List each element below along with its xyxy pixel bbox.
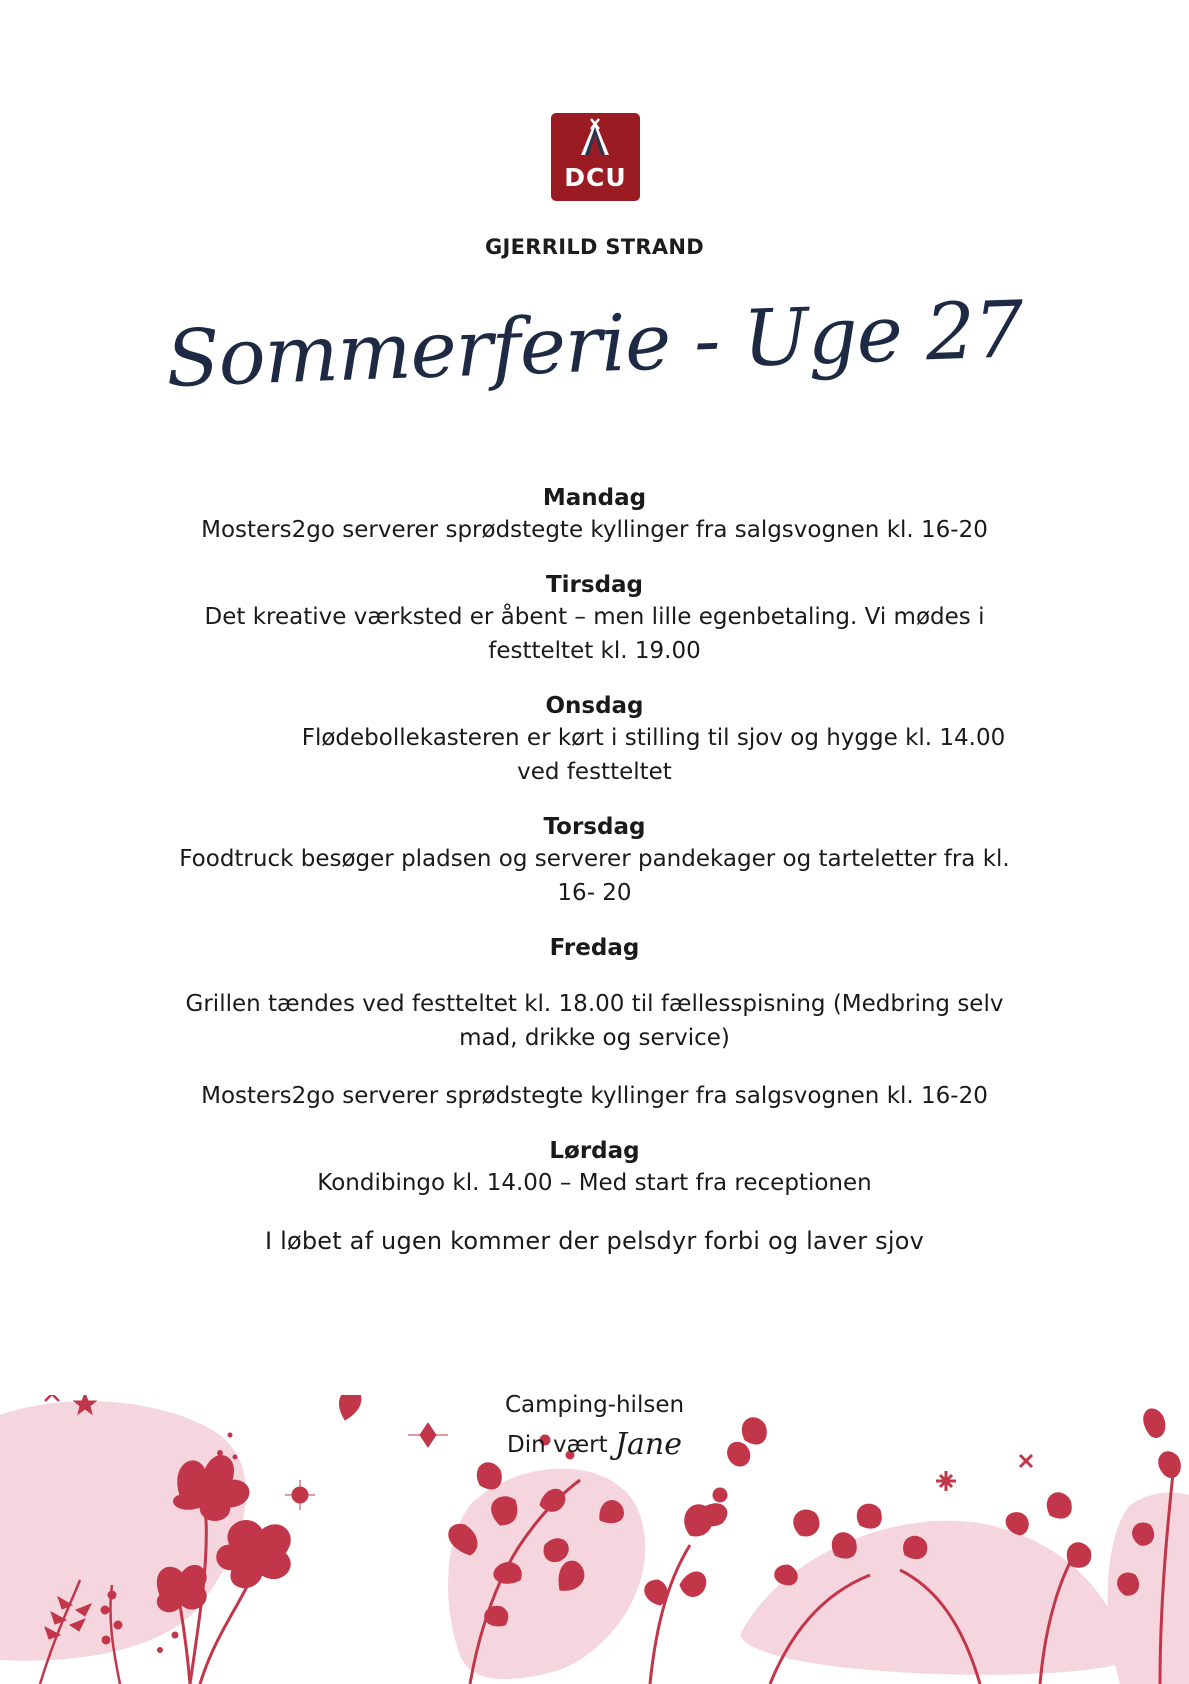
signoff-host-prefix: Din vært — [507, 1432, 608, 1458]
signoff-greeting: Camping-hilsen — [504, 1392, 685, 1418]
day-heading-thursday: Torsdag — [543, 814, 646, 840]
day-heading-tuesday: Tirsdag — [545, 572, 644, 598]
friday-description-line-3: Mosters2go serverer sprødstegte kyllinger fra salgsvognen kl. 16-20 — [201, 1083, 988, 1109]
tuesday-description-line-1: Det kreative værksted er åbent – men lille egenbetaling. Vi mødes i — [204, 604, 985, 630]
dcu-logo — [551, 113, 640, 201]
friday-description-line-1: Grillen tændes ved festteltet kl. 18.00 til fællesspisning (Medbring selv — [185, 991, 1004, 1017]
day-heading-saturday: Lørdag — [549, 1138, 640, 1164]
saturday-description: Kondibingo kl. 14.00 – Med start fra receptionen — [317, 1170, 872, 1196]
wednesday-description-line-2: ved festteltet — [517, 759, 672, 785]
day-heading-wednesday: Onsdag — [545, 693, 644, 719]
schedule — [90, 483, 1099, 1258]
wednesday-description-line-1: Flødebollekasteren er kørt i stilling til sjov og hygge kl. 14.00 — [301, 725, 1006, 751]
logo-text: DCU — [564, 163, 627, 192]
day-heading-friday: Fredag — [549, 935, 640, 961]
tuesday-description-line-2: festteltet kl. 19.00 — [488, 638, 701, 664]
signoff — [0, 1385, 1189, 1465]
signoff-host — [0, 1425, 1189, 1465]
thursday-description-line-2: 16- 20 — [557, 880, 632, 906]
day-heading-monday: Mandag — [542, 485, 647, 511]
page-title: Sommerferie - Uge 27 — [164, 285, 1025, 405]
thursday-description-line-1: Foodtruck besøger pladsen og serverer pandekager og tarteletter fra kl. — [179, 846, 1010, 872]
org-name: GJERRILD STRAND — [484, 235, 705, 259]
week-note: I løbet af ugen kommer der pelsdyr forbi og laver sjov — [264, 1227, 925, 1255]
monday-description: Mosters2go serverer sprødstegte kyllinger fra salgsvognen kl. 16-20 — [201, 517, 988, 543]
friday-description-line-2: mad, drikke og service) — [459, 1025, 730, 1051]
host-signature: Jane — [614, 1427, 682, 1462]
